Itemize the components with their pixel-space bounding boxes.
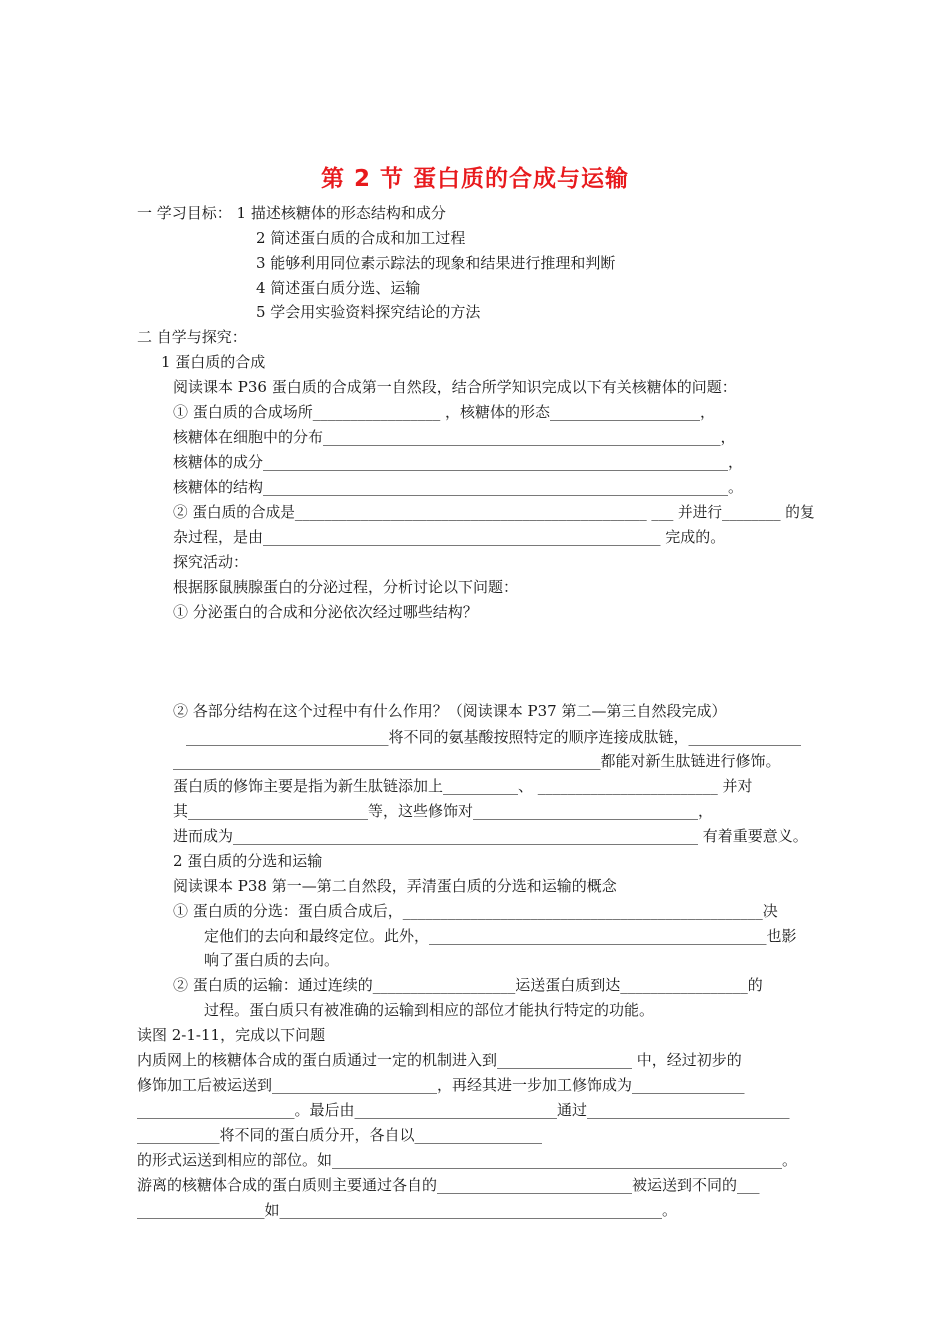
objectives-line-3: 3 能够利用同位素示踪法的现象和结果进行推理和判断 xyxy=(256,254,616,272)
question-line: _____________________。最后由___________________________通过___________________________ xyxy=(137,1101,790,1119)
question-line: 修饰加工后被运送到______________________，再经其进一步加工修饰成为_______________ xyxy=(137,1076,745,1094)
question-line: 核糖体的结构______________________________________________________________。 xyxy=(173,478,744,496)
question-line: 其________________________等，这些修饰对______________________________， xyxy=(173,802,714,820)
question-line: ② 蛋白质的合成是________________________________________________ ___ 并进行________ 的复 xyxy=(173,503,815,521)
objectives-line-5: 5 学会用实验资料探究结论的方法 xyxy=(256,303,481,321)
question-line: 响了蛋白质的去向。 xyxy=(204,951,340,969)
subsection-heading-1: 1 蛋白质的合成 xyxy=(161,353,266,371)
question-line: 的形式运送到相应的部位。如____________________________________________________________。 xyxy=(137,1151,798,1169)
question-line: ___________________________将不同的氨基酸按照特定的顺序连接成肽链，_______________ xyxy=(186,728,802,746)
activity-question-2: ② 各部分结构在这个过程中有什么作用？（阅读课本 P37 第二—第三自然段完成） xyxy=(173,702,727,720)
question-line: 杂过程，是由_____________________________________________________ 完成的。 xyxy=(173,528,726,546)
subsection-heading-2: 2 蛋白质的分选和运输 xyxy=(173,852,323,870)
objectives-line-4: 4 简述蛋白质分选、运输 xyxy=(256,279,421,297)
objectives-line-2: 2 简述蛋白质的合成和加工过程 xyxy=(256,229,466,247)
activity-heading: 探究活动： xyxy=(173,553,249,571)
activity-question-1: ① 分泌蛋白的合成和分泌依次经过哪些结构？ xyxy=(173,603,478,621)
section-heading-2: 二 自学与探究： xyxy=(137,328,247,346)
figure-instruction: 读图 2-1-11，完成以下问题 xyxy=(137,1026,326,1044)
page-title: 第 2 节 蛋白质的合成与运输 xyxy=(320,166,630,192)
question-line: 过程。蛋白质只有被准确的运输到相应的部位才能执行特定的功能。 xyxy=(204,1001,655,1019)
question-line: 内质网上的核糖体合成的蛋白质通过一定的机制进入到__________________ 中，经过初步的 xyxy=(137,1051,742,1069)
question-line: ① 蛋白质的合成场所_________________ ，核糖体的形态____________________， xyxy=(173,403,716,421)
activity-instruction: 根据豚鼠胰腺蛋白的分泌过程，分析讨论以下问题： xyxy=(173,578,519,596)
objectives-line-1: 一 学习目标： 1 描述核糖体的形态结构和成分 xyxy=(137,204,446,222)
question-line: _________________________________________________________都能对新生肽链进行修饰。 xyxy=(173,752,781,770)
question-line: 进而成为______________________________________________________________ 有着重要意义。 xyxy=(173,827,808,845)
question-line: 蛋白质的修饰主要是指为新生肽链添加上__________、 ________________________ 并对 xyxy=(173,777,753,795)
question-line: _________________如___________________________________________________。 xyxy=(137,1201,678,1219)
question-line: ① 蛋白质的分选：蛋白质合成后，________________________________________________决 xyxy=(173,902,778,920)
question-line: 定他们的去向和最终定位。此外，_____________________________________________也影 xyxy=(204,927,797,945)
question-line: 核糖体在细胞中的分布_____________________________________________________， xyxy=(173,428,736,446)
question-line: ___________将不同的蛋白质分开，各自以_________________ xyxy=(137,1126,543,1144)
question-line: 核糖体的成分______________________________________________________________， xyxy=(173,453,744,471)
question-line: 游离的核糖体合成的蛋白质则主要通过各自的__________________________被运送到不同的___ xyxy=(137,1176,760,1194)
question-line: ② 蛋白质的运输：通过连续的___________________运送蛋白质到达_________________的 xyxy=(173,976,763,994)
reading-instruction: 阅读课本 P38 第一—第二自然段，弄清蛋白质的分选和运输的概念 xyxy=(173,877,617,895)
reading-instruction: 阅读课本 P36 蛋白质的合成第一自然段，结合所学知识完成以下有关核糖体的问题： xyxy=(173,378,737,396)
